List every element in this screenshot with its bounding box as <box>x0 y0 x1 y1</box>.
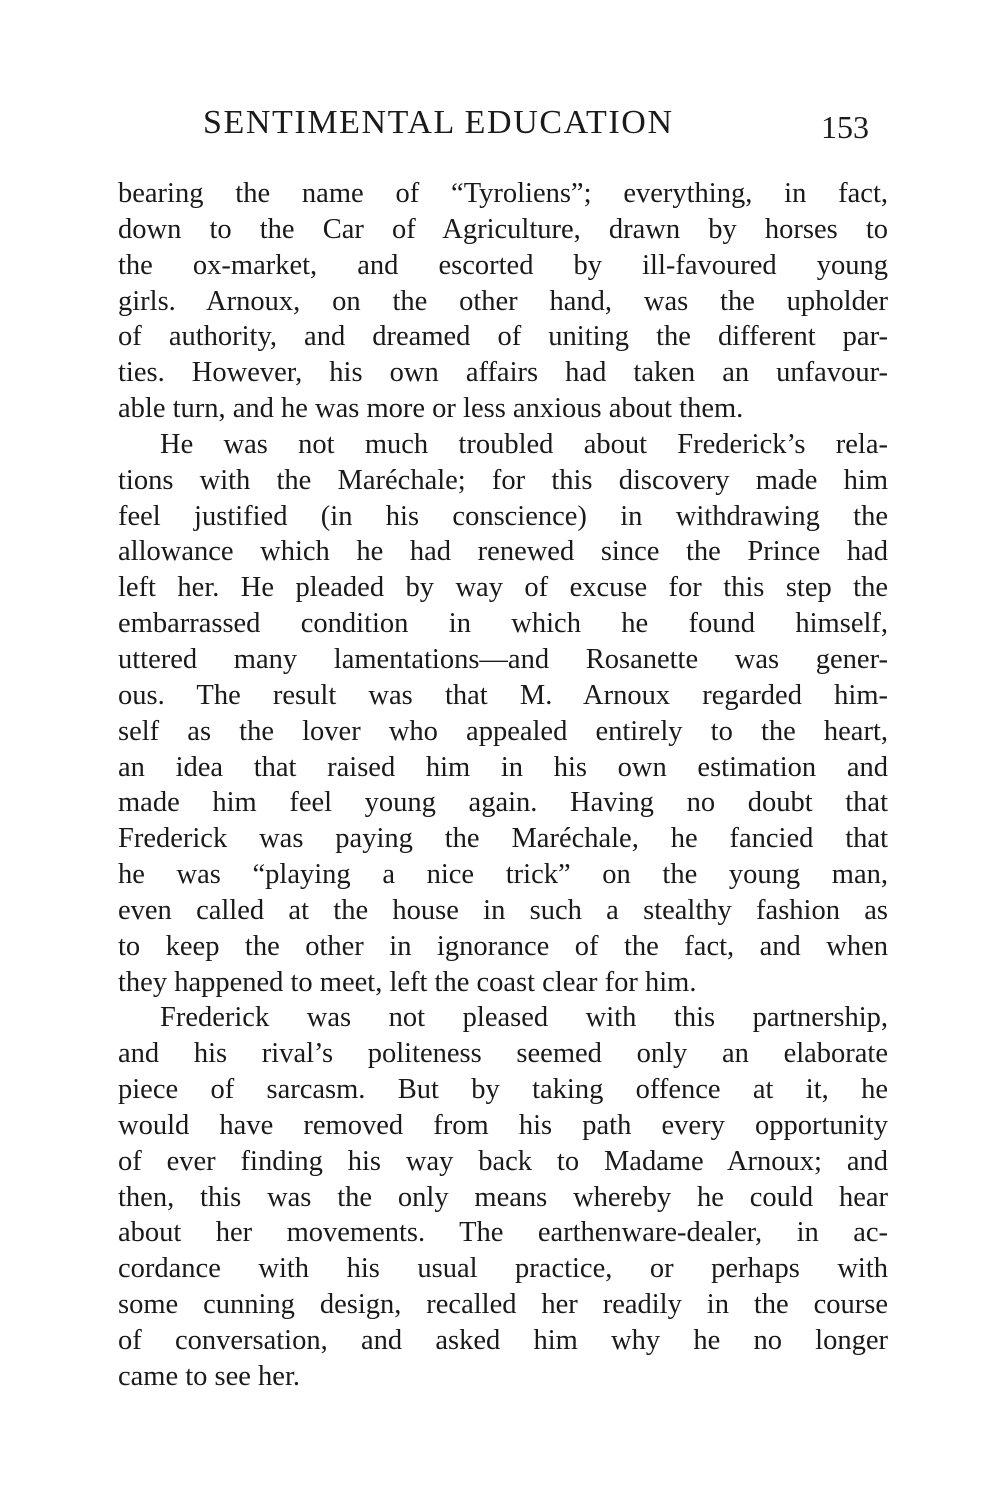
text-line: embarrassed condition in which he found himself, <box>118 608 888 640</box>
text-line: cordance with his usual practice, or perhaps with <box>118 1253 888 1285</box>
text-line: He was not much troubled about Frederick’s rela- <box>160 428 888 460</box>
paragraph <box>118 176 888 427</box>
text-line: came to see her. <box>118 1360 300 1392</box>
text-line: some cunning design, recalled her readily in the course <box>118 1289 888 1321</box>
text-line: ous. The result was that M. Arnoux regarded him- <box>118 679 888 711</box>
text-line: the ox-market, and escorted by ill-favoured young <box>118 249 888 281</box>
text-line: to keep the other in ignorance of the fact, and when <box>118 930 888 962</box>
text-line: bearing the name of “Tyroliens”; everything, in fact, <box>118 178 888 209</box>
text-line: allowance which he had renewed since the Prince had <box>118 536 888 568</box>
text-line: able turn, and he was more or less anxious about them. <box>118 393 744 425</box>
text-line: then, this was the only means whereby he could hear <box>118 1181 888 1213</box>
text-line: and his rival’s politeness seemed only an elaborate <box>118 1038 888 1070</box>
text-line: an idea that raised him in his own estimation and <box>118 751 888 783</box>
text-line: left her. He pleaded by way of excuse for this step the <box>118 572 888 604</box>
text-line: of conversation, and asked him why he no longer <box>118 1325 888 1356</box>
paragraph <box>118 427 888 1001</box>
running-head <box>203 98 903 148</box>
text-line: made him feel young again. Having no doubt that <box>118 787 888 819</box>
text-line: about her movements. The earthenware-dealer, in ac- <box>118 1217 888 1249</box>
text-line: Frederick was paying the Maréchale, he fancied that <box>118 823 888 855</box>
text-line: they happened to meet, left the coast clear for him. <box>118 966 697 998</box>
text-line: uttered many lamentations—and Rosanette was gener- <box>118 643 888 675</box>
text-line: even called at the house in such a stealthy fashion as <box>118 894 888 926</box>
text-line: of authority, and dreamed of uniting the different par- <box>118 321 888 353</box>
text-line: ties. However, his own affairs had taken an unfavour- <box>118 357 888 389</box>
text-line: Frederick was not pleased with this partnership, <box>160 1002 888 1034</box>
text-line: feel justified (in his conscience) in withdrawing the <box>118 500 888 532</box>
running-title: SENTIMENTAL EDUCATION <box>203 104 674 141</box>
text-line: down to the Car of Agriculture, drawn by horses to <box>118 213 888 245</box>
text-line: he was “playing a nice trick” on the young man, <box>118 859 888 891</box>
paragraph <box>118 1000 888 1394</box>
text-line: piece of sarcasm. But by taking offence at it, he <box>118 1074 888 1106</box>
text-line: would have removed from his path every opportunity <box>118 1109 888 1141</box>
text-line: self as the lover who appealed entirely to the heart, <box>118 715 888 747</box>
text-line: tions with the Maréchale; for this discovery made him <box>118 464 888 496</box>
page-number: 153 <box>821 109 869 145</box>
text-line: girls. Arnoux, on the other hand, was the upholder <box>118 285 888 317</box>
body-text <box>118 176 888 1395</box>
text-line: of ever finding his way back to Madame Arnoux; and <box>118 1145 888 1177</box>
